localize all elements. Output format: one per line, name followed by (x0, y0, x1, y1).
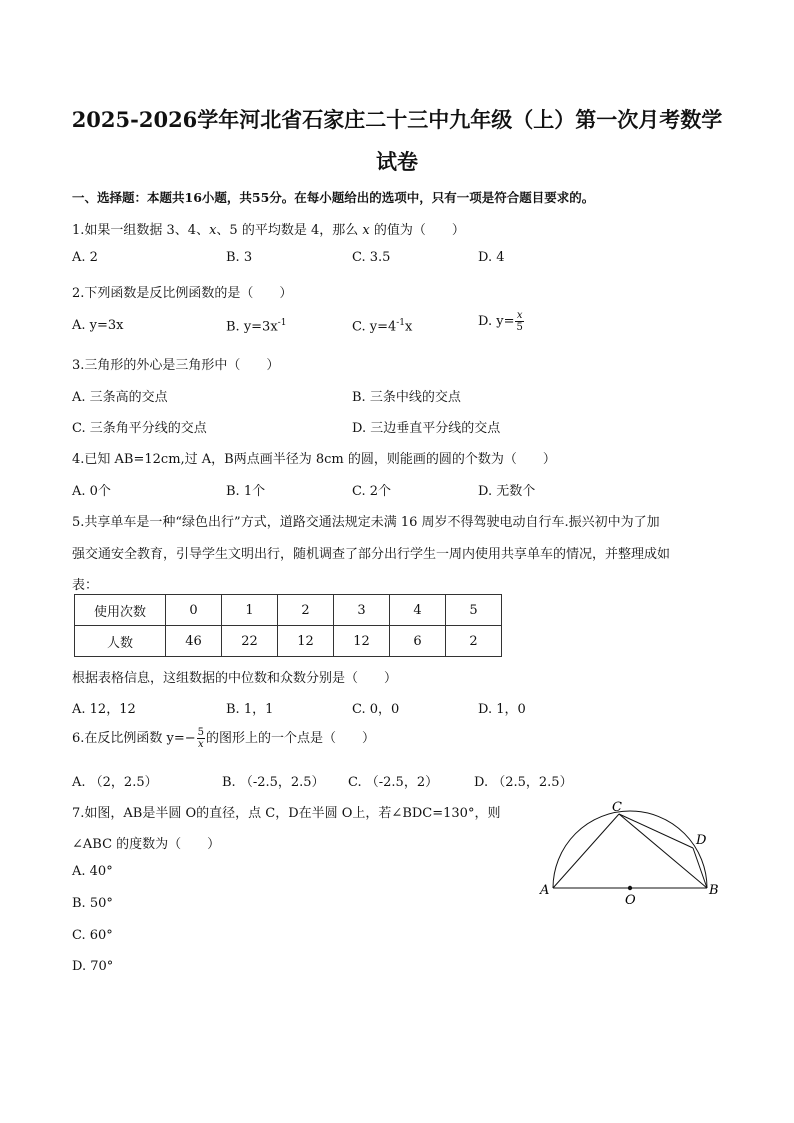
question-4-stem: 4.已知 AB=12cm,过 A，B两点画半径为 8cm 的圆，则能画的圆的个数为（ ） (72, 452, 556, 467)
q5-option-d: D. 1，0 (478, 702, 526, 717)
page-title-line2: 试卷 (376, 149, 418, 174)
table-cell: 12 (334, 626, 390, 657)
table-cell: 3 (334, 595, 390, 626)
label-o: O (625, 893, 636, 908)
page-title: 2025-2026学年河北省石家庄二十三中九年级（上）第一次月考数学 (71, 107, 723, 132)
q2-option-b-main: B. y=3x (226, 319, 278, 335)
table-cell: 1 (222, 595, 278, 626)
section-heading: 一、选择题：本题共16小题，共55分。在每小题给出的选项中，只有一项是符合题目要求的。 (72, 190, 595, 205)
q2-option-c-main: C. y=4 (352, 319, 397, 335)
q4-option-b: B. 1个 (226, 484, 266, 499)
q2-option-c-end: x (405, 319, 413, 335)
q2-option-d-den: 5 (516, 322, 523, 333)
q3-option-a: A. 三条高的交点 (72, 390, 168, 405)
question-3-stem: 3.三角形的外心是三角形中（ ） (72, 358, 280, 373)
label-c: C (612, 800, 622, 815)
q4-option-c: C. 2个 (352, 484, 392, 499)
q1-var-x2: x (362, 223, 370, 238)
semicircle-figure (536, 798, 726, 910)
q1-var-x: x (209, 223, 217, 238)
question-5-question: 根据表格信息，这组数据的中位数和众数分别是（ ） (72, 671, 398, 686)
table-row (75, 626, 502, 657)
label-d: D (696, 833, 707, 848)
table-cell: 5 (446, 595, 502, 626)
q3-option-d: D. 三边垂直平分线的交点 (352, 421, 501, 436)
q5-option-b: B. 1，1 (226, 702, 274, 717)
q1-option-c: C. 3.5 (352, 250, 391, 265)
q2-option-b (226, 318, 286, 334)
table-cell: 2 (446, 626, 502, 657)
question-5-stem-line2: 强交通安全教育，引导学生文明出行，随机调查了部分出行学生一周内使用共享单车的情况，并整理成如 (72, 547, 671, 562)
q4-option-d: D. 无数个 (478, 484, 536, 499)
q3-option-b: B. 三条中线的交点 (352, 390, 461, 405)
q1-text-c: 的值为（ ） (369, 223, 465, 238)
question-6-stem (72, 727, 375, 750)
label-b: B (709, 883, 719, 898)
table-cell: 12 (278, 626, 334, 657)
q6-frac-den: x (198, 739, 204, 750)
q6-text-a: 6.在反比例函数 y=− (72, 731, 196, 746)
q6-option-c: C. （-2.5，2） (348, 775, 439, 790)
q2-option-c (352, 318, 412, 334)
table-cell: 4 (390, 595, 446, 626)
q1-text-b: 、5 的平均数是 4，那么 (216, 223, 363, 238)
table-cell: 0 (166, 595, 222, 626)
q2-option-d-num: x (516, 310, 523, 321)
q2-option-d-pre: D. y= (478, 314, 515, 329)
question-1-stem (72, 219, 465, 238)
question-5-stem-line3: 表： (72, 578, 99, 593)
q1-option-a: A. 2 (72, 250, 98, 265)
q1-option-b: B. 3 (226, 250, 253, 265)
q1-option-d: D. 4 (478, 250, 505, 265)
q3-option-c: C. 三条角平分线的交点 (72, 421, 207, 436)
q2-option-a: A. y=3x (72, 318, 124, 333)
table-cell: 46 (166, 626, 222, 657)
table-cell: 22 (222, 626, 278, 657)
q5-option-c: C. 0，0 (352, 702, 400, 717)
table-cell: 2 (278, 595, 334, 626)
q4-option-a: A. 0个 (72, 484, 111, 499)
table-row (75, 595, 502, 626)
center-point-o (628, 886, 632, 890)
q2-option-c-exp: -1 (396, 318, 406, 328)
q2-option-d (478, 310, 525, 333)
q1-text-a: 1.如果一组数据 3、4、 (72, 223, 210, 238)
label-a: A (540, 883, 550, 898)
q7-option-b: B. 50° (72, 896, 113, 911)
q5-option-a: A. 12，12 (72, 702, 136, 717)
table-header-cell: 人数 (75, 626, 166, 657)
q7-option-a: A. 40° (72, 864, 113, 879)
usage-table (74, 594, 502, 657)
q6-option-d: D. （2.5，2.5） (474, 775, 573, 790)
question-2-stem: 2.下列函数是反比例函数的是（ ） (72, 286, 293, 301)
q6-option-a: A. （2，2.5） (72, 775, 158, 790)
q7-option-c: C. 60° (72, 928, 113, 943)
question-7-stem-line1: 7.如图，AB是半圆 O的直径，点 C，D在半圆 O上，若∠BDC=130°，则 (72, 806, 501, 821)
semicircle-arc (553, 811, 707, 888)
q2-option-b-exp: -1 (277, 318, 287, 328)
q2-option-d-fraction (515, 310, 523, 333)
question-5-stem-line1: 5.共享单车是一种“绿色出行”方式，道路交通法规定未满 16 周岁不得驾驶电动自行车.振兴初中为了加 (72, 515, 660, 530)
q7-option-d: D. 70° (72, 959, 114, 974)
q6-option-b: B. （-2.5，2.5） (222, 775, 325, 790)
table-cell: 6 (390, 626, 446, 657)
q6-frac-num: 5 (197, 727, 205, 738)
question-7-stem-line2: ∠ABC 的度数为（ ） (72, 837, 221, 852)
table-header-cell: 使用次数 (75, 595, 166, 626)
q6-fraction (197, 727, 205, 750)
q6-text-b: 的图形上的一个点是（ ） (206, 731, 376, 746)
